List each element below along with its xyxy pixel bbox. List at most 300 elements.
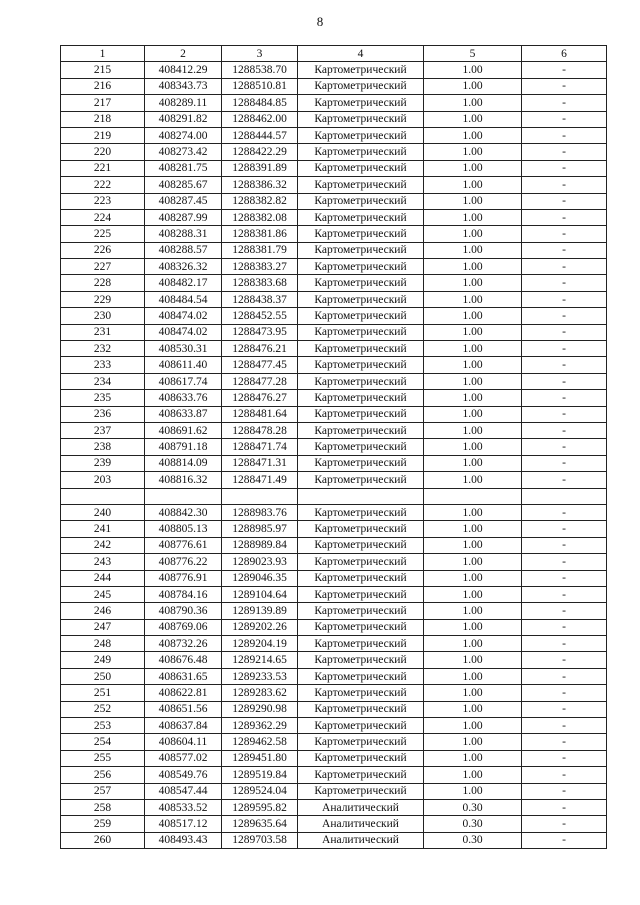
table-cell: 408604.11: [145, 734, 222, 750]
table-cell: Картометрический: [298, 144, 424, 160]
table-cell: Картометрический: [298, 504, 424, 520]
table-cell: 1.00: [424, 406, 522, 422]
table-cell: -: [522, 95, 607, 111]
table-cell: 408842.30: [145, 504, 222, 520]
table-cell: 1289233.53: [222, 668, 298, 684]
table-cell: 1288477.45: [222, 357, 298, 373]
table-row: [61, 406, 607, 422]
table-cell: Картометрический: [298, 636, 424, 652]
table-row: [61, 390, 607, 406]
header-cell: 1: [61, 46, 145, 62]
table-cell: 1289046.35: [222, 570, 298, 586]
table-cell: -: [522, 455, 607, 471]
table-cell: 223: [61, 193, 145, 209]
header-cell: 6: [522, 46, 607, 62]
table-cell: 408633.76: [145, 390, 222, 406]
table-cell: 1.00: [424, 62, 522, 78]
table-cell: [145, 488, 222, 504]
table-cell: 1.00: [424, 603, 522, 619]
table-cell: 1.00: [424, 685, 522, 701]
table-cell: 0.30: [424, 816, 522, 832]
table-cell: 239: [61, 455, 145, 471]
table-cell: 408776.61: [145, 537, 222, 553]
table-cell: -: [522, 439, 607, 455]
table-row: [61, 177, 607, 193]
table-row: [61, 586, 607, 602]
table-cell: 1288391.89: [222, 160, 298, 176]
table-cell: Картометрический: [298, 472, 424, 488]
table-cell: 218: [61, 111, 145, 127]
table-cell: Картометрический: [298, 78, 424, 94]
table-cell: -: [522, 570, 607, 586]
table-cell: 1289283.62: [222, 685, 298, 701]
table-cell: 408784.16: [145, 586, 222, 602]
table-cell: 1288381.86: [222, 226, 298, 242]
table-cell: Картометрический: [298, 570, 424, 586]
table-cell: Картометрический: [298, 668, 424, 684]
table-cell: 1.00: [424, 193, 522, 209]
table-cell: 408533.52: [145, 799, 222, 815]
table-cell: -: [522, 652, 607, 668]
table-cell: -: [522, 291, 607, 307]
table-cell: 408530.31: [145, 341, 222, 357]
table-cell: 408287.45: [145, 193, 222, 209]
table-cell: 408285.67: [145, 177, 222, 193]
table-cell: Картометрический: [298, 422, 424, 438]
table-cell: -: [522, 308, 607, 324]
table-cell: -: [522, 357, 607, 373]
table-cell: 1288471.74: [222, 439, 298, 455]
table-cell: 1.00: [424, 373, 522, 389]
table-cell: 240: [61, 504, 145, 520]
table-cell: 408474.02: [145, 308, 222, 324]
table-cell: 1289451.80: [222, 750, 298, 766]
table-cell: 250: [61, 668, 145, 684]
table-cell: 1289362.29: [222, 718, 298, 734]
table-cell: 408273.42: [145, 144, 222, 160]
table-cell: Картометрический: [298, 275, 424, 291]
table-row: [61, 193, 607, 209]
table-cell: 1289214.65: [222, 652, 298, 668]
table-cell: -: [522, 521, 607, 537]
table-cell: Картометрический: [298, 209, 424, 225]
table-cell: 408691.62: [145, 422, 222, 438]
table-cell: 1.00: [424, 127, 522, 143]
table-cell: 408732.26: [145, 636, 222, 652]
table-cell: 254: [61, 734, 145, 750]
table-cell: 1288462.00: [222, 111, 298, 127]
table-cell: Картометрический: [298, 554, 424, 570]
table-cell: -: [522, 127, 607, 143]
table-cell: 228: [61, 275, 145, 291]
header-cell: 5: [424, 46, 522, 62]
table-cell: -: [522, 767, 607, 783]
table-cell: -: [522, 783, 607, 799]
table-row: [61, 472, 607, 488]
table-cell: 408326.32: [145, 259, 222, 275]
table-cell: 408343.73: [145, 78, 222, 94]
table-cell: 217: [61, 95, 145, 111]
table-cell: 408484.54: [145, 291, 222, 307]
table-row: [61, 570, 607, 586]
table-cell: Картометрический: [298, 242, 424, 258]
table-cell: 408517.12: [145, 816, 222, 832]
table-cell: 1.00: [424, 718, 522, 734]
table-cell: 219: [61, 127, 145, 143]
table-cell: -: [522, 603, 607, 619]
table-row: [61, 554, 607, 570]
table-cell: 1.00: [424, 209, 522, 225]
header-cell: 4: [298, 46, 424, 62]
table-cell: 408790.36: [145, 603, 222, 619]
table-cell: -: [522, 209, 607, 225]
table-cell: Картометрический: [298, 537, 424, 553]
table-cell: Картометрический: [298, 193, 424, 209]
table-cell: -: [522, 554, 607, 570]
table-cell: Картометрический: [298, 226, 424, 242]
table-cell: -: [522, 341, 607, 357]
table-row: [61, 603, 607, 619]
table-cell: 1288478.28: [222, 422, 298, 438]
table-cell: 1.00: [424, 226, 522, 242]
table-cell: 1288386.32: [222, 177, 298, 193]
table-cell: 222: [61, 177, 145, 193]
table-cell: 408412.29: [145, 62, 222, 78]
table-row: [61, 521, 607, 537]
table-cell: Картометрический: [298, 783, 424, 799]
table-cell: 232: [61, 341, 145, 357]
table-row: [61, 357, 607, 373]
table-cell: [298, 488, 424, 504]
table-cell: Картометрический: [298, 291, 424, 307]
table-cell: 1.00: [424, 750, 522, 766]
table-cell: 1289104.64: [222, 586, 298, 602]
table-cell: 1.00: [424, 570, 522, 586]
table-cell: 1288476.21: [222, 341, 298, 357]
table-cell: 1289290.98: [222, 701, 298, 717]
table-cell: 408482.17: [145, 275, 222, 291]
table-cell: 408289.11: [145, 95, 222, 111]
table-cell: -: [522, 62, 607, 78]
table-cell: 248: [61, 636, 145, 652]
table-body: [61, 62, 607, 849]
table-cell: 1289023.93: [222, 554, 298, 570]
table-cell: 229: [61, 291, 145, 307]
table-cell: Аналитический: [298, 832, 424, 848]
table-cell: 1288471.49: [222, 472, 298, 488]
table-cell: 1.00: [424, 554, 522, 570]
table-cell: 408549.76: [145, 767, 222, 783]
table-cell: 1.00: [424, 422, 522, 438]
table-cell: 241: [61, 521, 145, 537]
table-cell: 1288383.68: [222, 275, 298, 291]
table-cell: 1289462.58: [222, 734, 298, 750]
table-cell: -: [522, 275, 607, 291]
table-cell: 1.00: [424, 341, 522, 357]
table-cell: 1.00: [424, 701, 522, 717]
table-cell: Картометрический: [298, 586, 424, 602]
table-cell: 1288476.27: [222, 390, 298, 406]
table-cell: Картометрический: [298, 718, 424, 734]
table-cell: 249: [61, 652, 145, 668]
page-number: 8: [316, 14, 324, 29]
table-cell: 408776.91: [145, 570, 222, 586]
table-cell: 252: [61, 701, 145, 717]
table-cell: 1288444.57: [222, 127, 298, 143]
table-cell: 408651.56: [145, 701, 222, 717]
table-cell: 408633.87: [145, 406, 222, 422]
table-row: [61, 636, 607, 652]
table-cell: Картометрический: [298, 357, 424, 373]
table-cell: 237: [61, 422, 145, 438]
header-cell: 2: [145, 46, 222, 62]
table-cell: Картометрический: [298, 406, 424, 422]
table-row: [61, 718, 607, 734]
table-row: [61, 734, 607, 750]
table-cell: 408622.81: [145, 685, 222, 701]
table-cell: 215: [61, 62, 145, 78]
table-cell: Картометрический: [298, 603, 424, 619]
table-cell: 408611.40: [145, 357, 222, 373]
table-cell: 408547.44: [145, 783, 222, 799]
table-cell: 1289519.84: [222, 767, 298, 783]
table-row: [61, 127, 607, 143]
table-cell: 227: [61, 259, 145, 275]
table-cell: Картометрический: [298, 111, 424, 127]
table-cell: 408617.74: [145, 373, 222, 389]
table-cell: Аналитический: [298, 816, 424, 832]
table-cell: 1.00: [424, 636, 522, 652]
table-cell: 408577.02: [145, 750, 222, 766]
table-cell: 1.00: [424, 734, 522, 750]
table-cell: 408493.43: [145, 832, 222, 848]
table-row: [61, 619, 607, 635]
table-row: [61, 750, 607, 766]
table-cell: -: [522, 78, 607, 94]
table-cell: 247: [61, 619, 145, 635]
table-cell: 408631.65: [145, 668, 222, 684]
table-cell: 1288983.76: [222, 504, 298, 520]
table-row: [61, 685, 607, 701]
table-cell: 236: [61, 406, 145, 422]
table-cell: [424, 488, 522, 504]
table-cell: 259: [61, 816, 145, 832]
table-row: [61, 209, 607, 225]
table-cell: 1.00: [424, 177, 522, 193]
table-cell: 1.00: [424, 160, 522, 176]
table-cell: -: [522, 144, 607, 160]
table-cell: 1288473.95: [222, 324, 298, 340]
table-cell: Картометрический: [298, 62, 424, 78]
table-cell: 1288510.81: [222, 78, 298, 94]
table-cell: 1.00: [424, 95, 522, 111]
table-cell: 1.00: [424, 144, 522, 160]
table-cell: 1288471.31: [222, 455, 298, 471]
table-cell: 220: [61, 144, 145, 160]
table-row: [61, 799, 607, 815]
table-cell: 408816.32: [145, 472, 222, 488]
table-cell: 1.00: [424, 390, 522, 406]
table-cell: 1.00: [424, 308, 522, 324]
table-cell: -: [522, 406, 607, 422]
table-row: [61, 95, 607, 111]
table-cell: 1.00: [424, 455, 522, 471]
table-row: [61, 111, 607, 127]
table-cell: -: [522, 537, 607, 553]
table-cell: Картометрический: [298, 750, 424, 766]
table-cell: -: [522, 390, 607, 406]
table-cell: 235: [61, 390, 145, 406]
table-cell: Картометрический: [298, 127, 424, 143]
table-cell: 226: [61, 242, 145, 258]
table-cell: 245: [61, 586, 145, 602]
table-cell: 408814.09: [145, 455, 222, 471]
table-cell: 1.00: [424, 767, 522, 783]
table-row: [61, 242, 607, 258]
table-cell: 408288.57: [145, 242, 222, 258]
table-cell: 1288452.55: [222, 308, 298, 324]
table-cell: 221: [61, 160, 145, 176]
table-cell: 253: [61, 718, 145, 734]
table-cell: -: [522, 799, 607, 815]
table-cell: 257: [61, 783, 145, 799]
table-cell: Картометрический: [298, 767, 424, 783]
table-cell: 1288382.08: [222, 209, 298, 225]
table-cell: -: [522, 324, 607, 340]
table-row: [61, 701, 607, 717]
table-cell: -: [522, 472, 607, 488]
table-cell: 1.00: [424, 619, 522, 635]
table-cell: Картометрический: [298, 259, 424, 275]
table-cell: 408805.13: [145, 521, 222, 537]
table-cell: 234: [61, 373, 145, 389]
table-cell: 1288382.82: [222, 193, 298, 209]
table-row: [61, 341, 607, 357]
table-cell: 1.00: [424, 259, 522, 275]
table-cell: -: [522, 111, 607, 127]
table-cell: 1288383.27: [222, 259, 298, 275]
table-cell: 255: [61, 750, 145, 766]
table-cell: 1288538.70: [222, 62, 298, 78]
table-cell: 1289524.04: [222, 783, 298, 799]
table-cell: 408291.82: [145, 111, 222, 127]
table-cell: -: [522, 734, 607, 750]
table-cell: -: [522, 193, 607, 209]
table-row: [61, 652, 607, 668]
table-row: [61, 324, 607, 340]
table-row: [61, 816, 607, 832]
table-cell: 1289202.26: [222, 619, 298, 635]
table-cell: 260: [61, 832, 145, 848]
table-cell: 408791.18: [145, 439, 222, 455]
table-cell: 1.00: [424, 291, 522, 307]
table-row: [61, 259, 607, 275]
table-cell: 408676.48: [145, 652, 222, 668]
table-cell: Картометрический: [298, 341, 424, 357]
header-row: [61, 46, 607, 62]
table-cell: Картометрический: [298, 308, 424, 324]
table-cell: 1288985.97: [222, 521, 298, 537]
table-cell: 242: [61, 537, 145, 553]
table-row: [61, 62, 607, 78]
table-cell: -: [522, 160, 607, 176]
table-cell: Картометрический: [298, 373, 424, 389]
table-cell: 1.00: [424, 324, 522, 340]
table-cell: 1289139.89: [222, 603, 298, 619]
table-cell: 246: [61, 603, 145, 619]
table-row: [61, 422, 607, 438]
table-cell: 256: [61, 767, 145, 783]
table-cell: 1.00: [424, 242, 522, 258]
table-cell: 408281.75: [145, 160, 222, 176]
header-cell: 3: [222, 46, 298, 62]
table-cell: 203: [61, 472, 145, 488]
table-cell: -: [522, 422, 607, 438]
table-row: [61, 537, 607, 553]
coordinates-table: [60, 45, 607, 849]
table-cell: 238: [61, 439, 145, 455]
table-row: [61, 668, 607, 684]
table-cell: 233: [61, 357, 145, 373]
table-cell: -: [522, 504, 607, 520]
table-cell: 408637.84: [145, 718, 222, 734]
table-cell: 1288477.28: [222, 373, 298, 389]
table-cell: 0.30: [424, 799, 522, 815]
table-cell: 1288481.64: [222, 406, 298, 422]
table-cell: -: [522, 619, 607, 635]
table-cell: 230: [61, 308, 145, 324]
table-cell: 408287.99: [145, 209, 222, 225]
table-cell: 0.30: [424, 832, 522, 848]
table-cell: -: [522, 373, 607, 389]
table-row: [61, 455, 607, 471]
table-cell: [522, 488, 607, 504]
table-row: [61, 767, 607, 783]
table-cell: 224: [61, 209, 145, 225]
table-cell: 1289635.64: [222, 816, 298, 832]
table-cell: 1.00: [424, 652, 522, 668]
table-cell: Картометрический: [298, 439, 424, 455]
table-cell: -: [522, 718, 607, 734]
table-cell: Картометрический: [298, 324, 424, 340]
table-cell: -: [522, 685, 607, 701]
table-row: [61, 226, 607, 242]
table-cell: Картометрический: [298, 701, 424, 717]
table-cell: 1.00: [424, 521, 522, 537]
table-cell: -: [522, 259, 607, 275]
table-cell: Картометрический: [298, 160, 424, 176]
table-cell: -: [522, 636, 607, 652]
table-cell: -: [522, 586, 607, 602]
table-cell: -: [522, 816, 607, 832]
table-row: [61, 144, 607, 160]
table-cell: Картометрический: [298, 390, 424, 406]
table-row: [61, 373, 607, 389]
table-cell: 1.00: [424, 439, 522, 455]
table-cell: 244: [61, 570, 145, 586]
table-cell: -: [522, 226, 607, 242]
table-cell: 408769.06: [145, 619, 222, 635]
table-cell: [61, 488, 145, 504]
table-cell: 1.00: [424, 504, 522, 520]
table-row: [61, 291, 607, 307]
table-cell: Картометрический: [298, 95, 424, 111]
table-cell: Картометрический: [298, 521, 424, 537]
table-cell: 1.00: [424, 472, 522, 488]
table-cell: 1288381.79: [222, 242, 298, 258]
table-cell: Картометрический: [298, 734, 424, 750]
table-cell: 408474.02: [145, 324, 222, 340]
